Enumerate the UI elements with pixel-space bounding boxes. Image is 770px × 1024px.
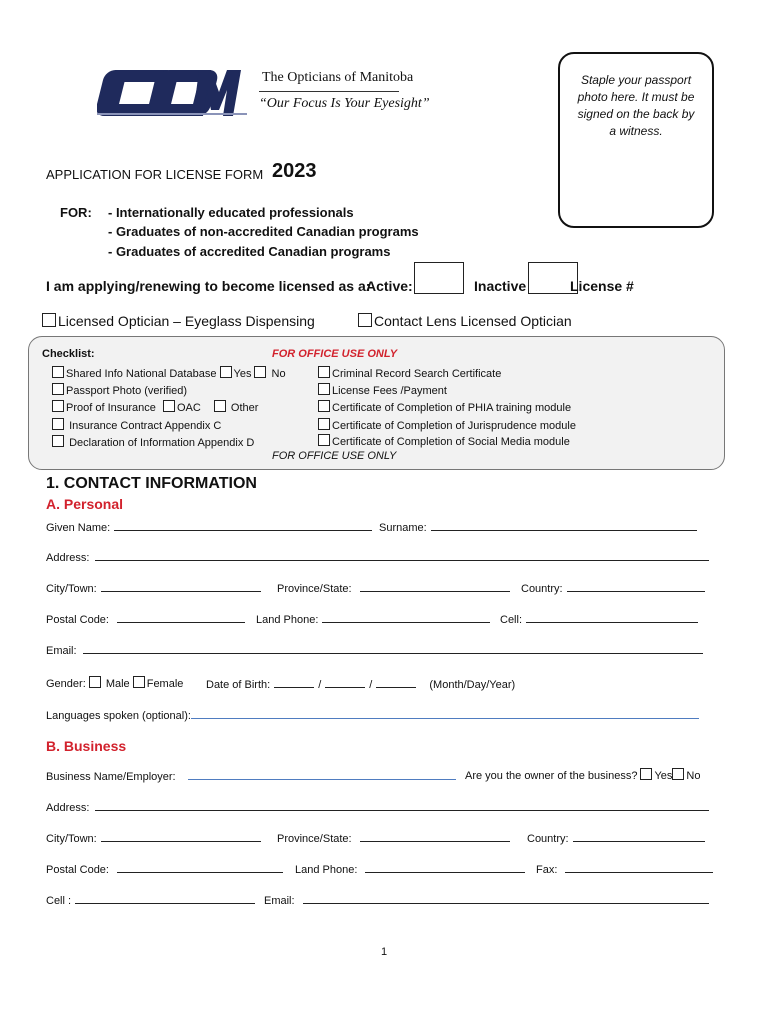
office-use-bottom: FOR OFFICE USE ONLY <box>272 450 397 462</box>
passport-photo-box <box>558 52 714 228</box>
office-use-top: FOR OFFICE USE ONLY <box>272 348 398 360</box>
checklist-title: Checklist: <box>42 348 95 360</box>
checkbox[interactable] <box>133 676 145 688</box>
checkbox[interactable] <box>52 418 64 430</box>
section-contact-heading: 1. CONTACT INFORMATION <box>46 475 257 492</box>
for-item: - Graduates of accredited Canadian programs <box>108 244 391 259</box>
check-insurance[interactable]: Proof of Insurance OAC Other <box>52 400 258 414</box>
business-cell-field[interactable]: Cell : <box>46 892 259 907</box>
business-fax-field[interactable]: Fax: <box>536 861 717 876</box>
check-criminal[interactable]: Criminal Record Search Certificate <box>318 366 501 380</box>
checkbox[interactable] <box>52 435 64 447</box>
checkbox[interactable] <box>52 366 64 378</box>
country-field[interactable]: Country: <box>521 580 709 595</box>
personal-heading: A. Personal <box>46 496 124 512</box>
check-jurisprudence[interactable]: Certificate of Completion of Jurisprudence module <box>318 418 576 432</box>
checkbox[interactable] <box>318 400 330 412</box>
org-tagline: “Our Focus Is Your Eyesight” <box>259 96 430 111</box>
business-heading: B. Business <box>46 738 127 754</box>
surname-field[interactable]: Surname: <box>379 519 701 534</box>
check-passport[interactable]: Passport Photo (verified) <box>52 383 187 397</box>
logo-divider <box>259 91 399 92</box>
type-optician[interactable]: Licensed Optician – Eyeglass Dispensing <box>42 313 315 329</box>
check-declaration[interactable]: Declaration of Information Appendix D <box>52 435 254 449</box>
license-number-label: License # <box>570 278 634 294</box>
city-field[interactable]: City/Town: <box>46 580 265 595</box>
checkbox[interactable] <box>220 366 232 378</box>
business-address-field[interactable]: Address: <box>46 799 713 814</box>
province-field[interactable]: Province/State: <box>277 580 514 595</box>
org-name: The Opticians of Manitoba <box>262 70 414 85</box>
languages-field[interactable]: Languages spoken (optional): <box>46 707 699 722</box>
check-fees[interactable]: License Fees /Payment <box>318 383 447 397</box>
date-of-birth-field[interactable]: Date of Birth: / / (Month/Day/Year) <box>206 676 515 691</box>
email-field[interactable]: Email: <box>46 642 707 657</box>
check-phia[interactable]: Certificate of Completion of PHIA training module <box>318 400 571 414</box>
checkbox[interactable] <box>52 400 64 412</box>
business-email-field[interactable]: Email: <box>264 892 713 907</box>
business-land-phone-field[interactable]: Land Phone: <box>295 861 529 876</box>
business-country-field[interactable]: Country: <box>527 830 709 845</box>
applying-label: I am applying/renewing to become licensed as a: <box>46 278 371 294</box>
address-field[interactable]: Address: <box>46 549 713 564</box>
checkbox[interactable] <box>318 383 330 395</box>
active-label: Active: <box>366 278 413 294</box>
checkbox[interactable] <box>42 313 56 327</box>
checkbox[interactable] <box>318 434 330 446</box>
checkbox[interactable] <box>672 768 684 780</box>
opticians-logo <box>97 64 247 122</box>
checkbox[interactable] <box>214 400 226 412</box>
photo-instructions: Staple your passport photo here. It must be signed on the back by a witness. <box>577 73 695 138</box>
gender-field[interactable]: Gender: Male Female <box>46 678 184 690</box>
for-label: FOR: <box>60 205 92 220</box>
checkbox[interactable] <box>89 676 101 688</box>
business-city-field[interactable]: City/Town: <box>46 830 265 845</box>
given-name-field[interactable]: Given Name: <box>46 519 376 534</box>
cell-field[interactable]: Cell: <box>500 611 702 626</box>
postal-code-field[interactable]: Postal Code: <box>46 611 249 626</box>
checkbox[interactable] <box>52 383 64 395</box>
checkbox[interactable] <box>318 366 330 378</box>
owner-question[interactable]: Are you the owner of the business? Yes No <box>465 770 701 782</box>
active-box[interactable] <box>414 262 464 294</box>
check-shared-info[interactable]: Shared Info National Database Yes No <box>52 366 286 380</box>
land-phone-field[interactable]: Land Phone: <box>256 611 494 626</box>
checkbox[interactable] <box>318 418 330 430</box>
type-contact-lens[interactable]: Contact Lens Licensed Optician <box>358 313 572 329</box>
checkbox[interactable] <box>163 400 175 412</box>
for-item: - Internationally educated professionals <box>108 205 354 220</box>
check-social-media[interactable]: Certificate of Completion of Social Media module <box>318 434 570 448</box>
checkbox[interactable] <box>254 366 266 378</box>
for-item: - Graduates of non-accredited Canadian programs <box>108 224 419 239</box>
form-year: 2023 <box>272 160 317 182</box>
page-number: 1 <box>381 946 388 958</box>
business-postal-field[interactable]: Postal Code: <box>46 861 287 876</box>
form-title: APPLICATION FOR LICENSE FORM <box>46 167 264 182</box>
business-province-field[interactable]: Province/State: <box>277 830 514 845</box>
checkbox[interactable] <box>640 768 652 780</box>
checkbox[interactable] <box>358 313 372 327</box>
business-name-field[interactable]: Business Name/Employer: <box>46 768 456 783</box>
check-contract[interactable]: Insurance Contract Appendix C <box>52 418 221 432</box>
inactive-label: Inactive <box>474 278 527 294</box>
